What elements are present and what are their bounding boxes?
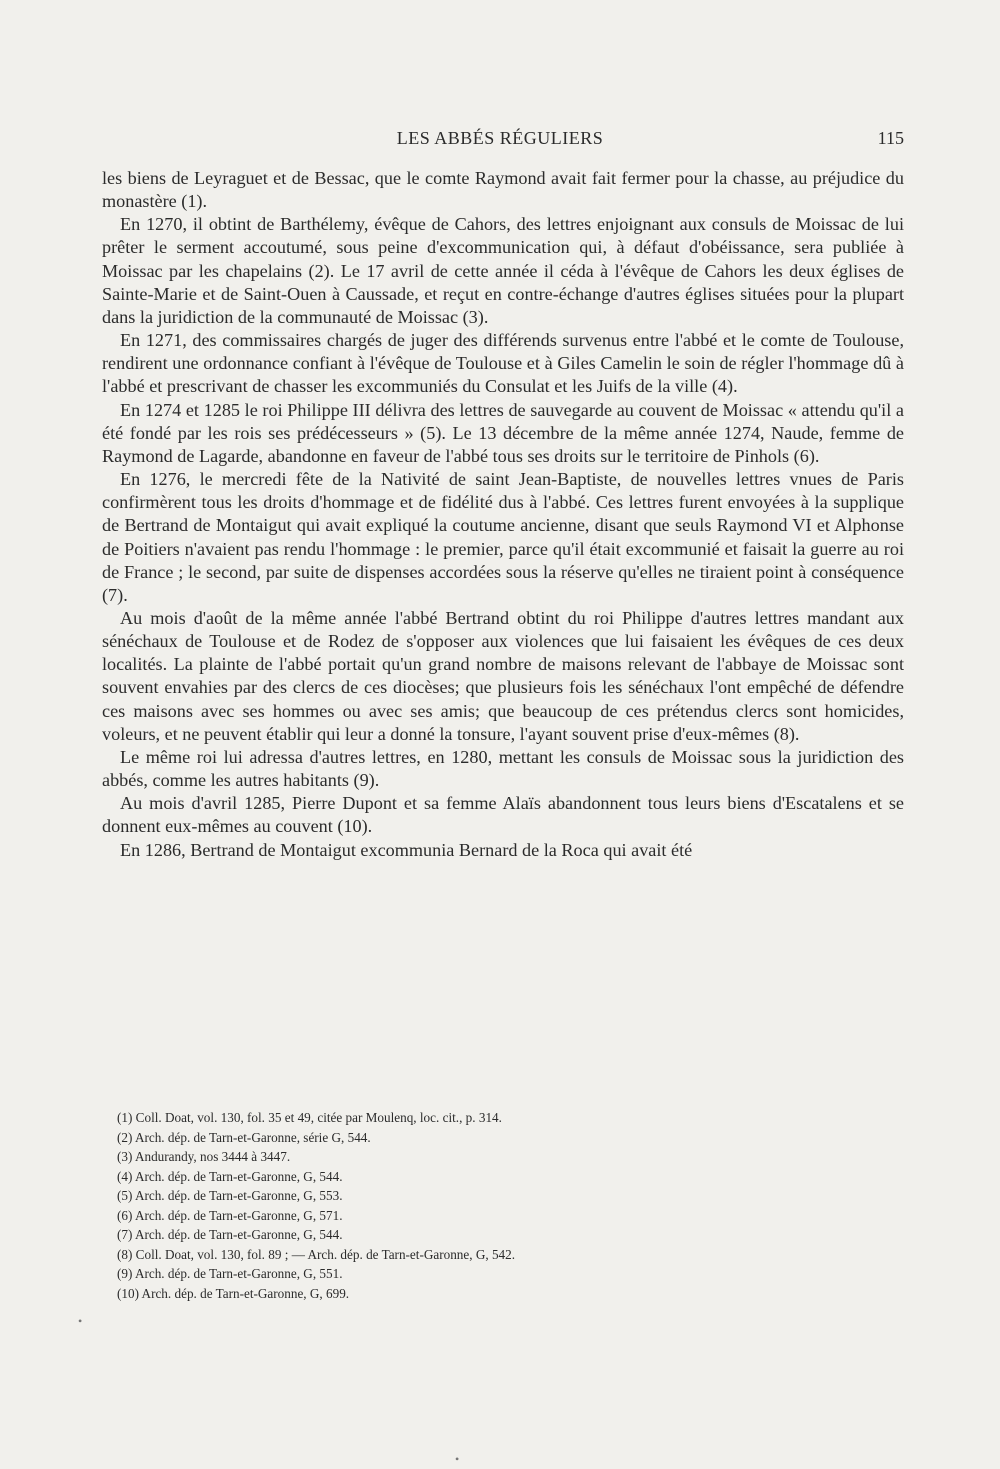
running-title: LES ABBÉS RÉGULIERS — [396, 128, 604, 148]
footnote: (8) Coll. Doat, vol. 130, fol. 89 ; — Arch. dép. de Tarn-et-Garonne, G, 542. — [117, 1246, 516, 1262]
paragraph: En 1274 et 1285 le roi Philippe III délivra des lettres de sauvegarde au couvent de Moissac « attendu qu'il a été fondé par les rois ses prédécesseurs » (5). Le 13 décembre de la même année 1274, Naude, femme de Raymond de Lagarde, abandonne en faveur de l'abbé tous ses droits sur le territoire de Pinhols (6). — [102, 399, 904, 466]
main-text — [102, 167, 904, 862]
page-number: 115 — [877, 128, 904, 148]
paragraph: les biens de Leyraguet et de Bessac, que le comte Raymond avait fait fermer pour la chasse, au préjudice du monastère (1). — [102, 168, 904, 212]
paragraph: Le même roi lui adressa d'autres lettres, en 1280, mettant les consuls de Moissac sous la juridiction des abbés, comme les autres habitants (9). — [102, 746, 904, 791]
footnote: (9) Arch. dép. de Tarn-et-Garonne, G, 551. — [117, 1266, 343, 1281]
footnote: (4) Arch. dép. de Tarn-et-Garonne, G, 544. — [117, 1168, 343, 1184]
footnote: (5) Arch. dép. de Tarn-et-Garonne, G, 553. — [117, 1188, 343, 1203]
footnote: (2) Arch. dép. de Tarn-et-Garonne, série G, 544. — [117, 1129, 371, 1145]
footnote: (7) Arch. dép. de Tarn-et-Garonne, G, 544. — [117, 1227, 343, 1242]
paragraph: En 1270, il obtint de Barthélemy, évêque de Cahors, des lettres enjoignant aux consuls de Moissac de lui prêter le serment accoutumé, sous peine d'excommunication qui, à défaut d'obéissance, sera publiée à Moissac par les chapelains (2). Le 17 avril de cette année il céda à l'évêque de Cahors les deux églises de Sainte-Marie et de Saint-Ouen à Caussade, et reçut en contre-échange d'autres églises situées pour la plupart dans la juridiction de la communauté de Moissac (3). — [102, 214, 904, 327]
ink-speck: • — [455, 1452, 460, 1466]
paragraph: En 1271, des commissaires chargés de juger des différends survenus entre l'abbé et le comte de Toulouse, rendirent une ordonnance confiant à l'évêque de Toulouse et à Giles Camelin le soin de régler l'hommage dû à l'abbé et prescrivant de chasser les excommuniés du Consulat et les Juifs de la ville (4). — [102, 330, 904, 397]
paragraph: En 1276, le mercredi fête de la Nativité de saint Jean-Baptiste, de nouvelles lettres vnues de Paris confirmèrent tous les droits d'hommage et de fidélité dus à l'abbé. Ces lettres furent envoyées à la supplique de Bertrand de Montaigut qui avait expliqué la coutume ancienne, disant que seuls Raymond VI et Alphonse de Poitiers n'avaient pas rendu l'hommage : le premier, parce qu'il était excommunié et faisait la guerre au roi de France ; le second, par suite de dispenses accordées sous la réserve qu'elles ne tiraient point à conséquence (7). — [102, 469, 904, 605]
footnote: (10) Arch. dép. de Tarn-et-Garonne, G, 699. — [117, 1285, 350, 1301]
ink-speck: • — [78, 1314, 83, 1328]
paragraph: Au mois d'avril 1285, Pierre Dupont et sa femme Alaïs abandonnent tous leurs biens d'Escatalens et se donnent eux-mêmes au couvent (10). — [102, 793, 904, 837]
footnote: (3) Andurandy, nos 3444 à 3447. — [117, 1149, 291, 1164]
footnote: (1) Coll. Doat, vol. 130, fol. 35 et 49, citée par Moulenq, loc. cit., p. 314. — [117, 1110, 502, 1125]
footnotes — [117, 1108, 737, 1303]
paragraph: En 1286, Bertrand de Montaigut excommunia Bernard de la Roca qui avait été — [120, 839, 693, 860]
paragraph: Au mois d'août de la même année l'abbé Bertrand obtint du roi Philippe d'autres lettres mandant aux sénéchaux de Toulouse et de Rodez de s'opposer aux violences que lui faisaient les évêques de ces deux localités. La plainte de l'abbé portait qu'un grand nombre de maisons relevant de l'abbaye de Moissac sont souvent envahies par des clercs de ces diocèses; que plusieurs fois les sénéchaux l'ont empêché de défendre ces maisons avec ses hommes ou avec ses amis; que beaucoup de ces prétendus clercs sont homicides, voleurs, et ne peuvent établir qui leur a donné la tonsure, l'ayant souvent prise d'eux-mêmes (8). — [102, 607, 904, 744]
footnote: (6) Arch. dép. de Tarn-et-Garonne, G, 571. — [117, 1207, 343, 1223]
